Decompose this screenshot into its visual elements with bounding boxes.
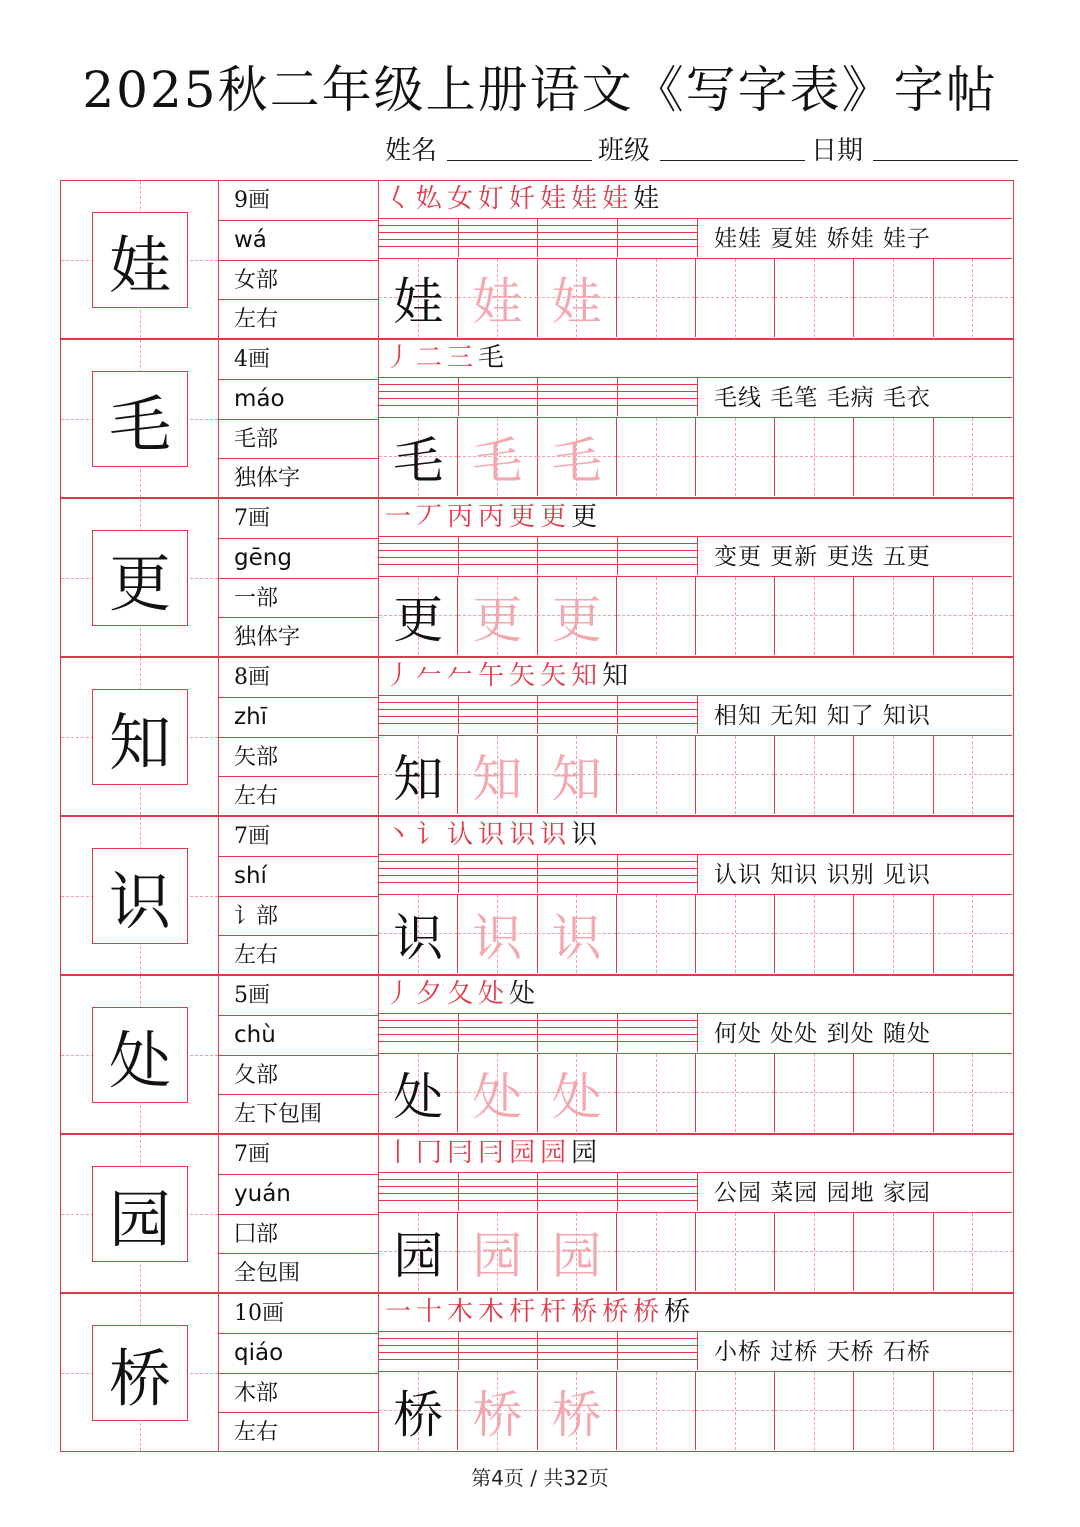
pinyin-lines: [379, 1332, 1012, 1372]
trace-character: 园: [551, 1227, 602, 1285]
writing-cell[interactable]: [696, 259, 775, 337]
example-words: 相知 无知 知了 知识: [697, 696, 1012, 734]
writing-cell[interactable]: [379, 577, 458, 655]
stroke-step: 桥: [633, 1297, 660, 1327]
writing-cell[interactable]: [933, 1372, 1012, 1450]
character-info: [219, 180, 378, 339]
stroke-step: 娃: [633, 184, 660, 214]
radical: 女部: [219, 261, 378, 301]
pinyin: wá: [219, 221, 378, 261]
structure: 左下包围: [234, 1102, 323, 1128]
stroke-count: 7画: [219, 499, 378, 539]
stroke-order: [379, 181, 1012, 219]
writing-cell[interactable]: [617, 736, 696, 814]
character-info: [219, 498, 378, 657]
date-label: 日期: [811, 136, 864, 166]
writing-cell[interactable]: [537, 577, 616, 655]
example-words: 何处 处处 到处 随处: [697, 1014, 1012, 1052]
pinyin-lines: [379, 855, 1012, 895]
writing-cell[interactable]: [537, 1372, 616, 1450]
trace-character: 毛: [551, 432, 602, 490]
writing-cell[interactable]: [379, 895, 458, 973]
stroke-step: 丿: [385, 343, 412, 373]
stroke-step: 园: [571, 1138, 598, 1168]
trace-character: 知: [472, 750, 523, 808]
stroke-step: 丿: [385, 661, 412, 691]
writing-cell[interactable]: [854, 1372, 933, 1450]
stroke-step: 更: [571, 502, 598, 532]
stroke-count: 10画: [219, 1294, 378, 1334]
writing-cell[interactable]: [458, 1054, 537, 1132]
stroke-step: 识: [540, 820, 567, 850]
writing-cell[interactable]: [617, 259, 696, 337]
structure: 独体字: [234, 625, 301, 651]
writing-cell[interactable]: [854, 577, 933, 655]
model-character: 更: [108, 546, 171, 620]
practice-area: [378, 975, 1014, 1134]
character-row: [60, 180, 1014, 339]
writing-cell[interactable]: [775, 1213, 854, 1291]
writing-cell[interactable]: [458, 1213, 537, 1291]
trace-character: 知: [551, 750, 602, 808]
trace-character: 识: [551, 909, 602, 967]
pinyin-lines: [379, 378, 1012, 418]
writing-cell[interactable]: [458, 736, 537, 814]
stroke-step: 识: [571, 820, 598, 850]
model-character-box: [60, 975, 219, 1134]
pinyin-lines: [379, 537, 1012, 577]
practice-area: [378, 1134, 1014, 1293]
stroke-step: 十: [416, 1297, 443, 1327]
date-blank[interactable]: [873, 160, 1018, 161]
writing-cell[interactable]: [775, 577, 854, 655]
pinyin-lines: [379, 219, 1012, 259]
character-row: [60, 339, 1014, 498]
writing-cell[interactable]: [617, 418, 696, 496]
character-row: [60, 975, 1014, 1134]
practice-area: [378, 657, 1014, 816]
writing-cell[interactable]: [696, 418, 775, 496]
class-label: 班级: [598, 136, 651, 166]
writing-cell[interactable]: [537, 418, 616, 496]
character-info: [219, 339, 378, 498]
writing-cell[interactable]: [775, 895, 854, 973]
writing-cell[interactable]: [933, 1213, 1012, 1291]
model-character-box: [60, 816, 219, 975]
name-label: 姓名: [385, 136, 438, 166]
writing-cell[interactable]: [617, 1213, 696, 1291]
stroke-step: 矢: [540, 661, 567, 691]
stroke-step: 女: [447, 184, 474, 214]
writing-grid: [379, 259, 1012, 337]
model-character: 娃: [108, 228, 171, 302]
stroke-step: 冃: [447, 1138, 474, 1168]
stroke-step: 冂: [416, 1138, 443, 1168]
stroke-step: 桥: [571, 1297, 598, 1327]
radical: 囗部: [219, 1215, 378, 1255]
writing-cell[interactable]: [854, 895, 933, 973]
writing-cell[interactable]: [696, 1372, 775, 1450]
stroke-step: 夕: [416, 979, 443, 1009]
stroke-step: 木: [478, 1297, 505, 1327]
trace-character: 娃: [472, 273, 523, 331]
writing-cell[interactable]: [696, 1054, 775, 1132]
writing-cell[interactable]: [854, 1213, 933, 1291]
trace-character: 更: [472, 591, 523, 649]
structure: 独体字: [234, 466, 301, 492]
character-row: [60, 657, 1014, 816]
character-info: [219, 657, 378, 816]
stroke-step: 午: [478, 661, 505, 691]
structure: 全包围: [234, 1261, 301, 1287]
writing-cell[interactable]: [379, 259, 458, 337]
writing-cell[interactable]: [379, 1372, 458, 1450]
pinyin-lines: [379, 696, 1012, 736]
stroke-step: 奵: [478, 184, 505, 214]
character-info: [219, 1293, 378, 1452]
writing-cell[interactable]: [379, 1213, 458, 1291]
stroke-step: 娃: [571, 184, 598, 214]
writing-cell[interactable]: [617, 895, 696, 973]
writing-cell[interactable]: [696, 577, 775, 655]
stroke-step: 二: [416, 343, 443, 373]
page-number: 第4页 / 共32页: [471, 1466, 609, 1490]
stroke-step: 丿: [385, 979, 412, 1009]
stroke-count: 5画: [219, 976, 378, 1016]
stroke-step: 处: [478, 979, 505, 1009]
writing-cell[interactable]: [537, 736, 616, 814]
trace-character: 处: [393, 1068, 444, 1126]
character-row: [60, 498, 1014, 657]
model-character: 园: [108, 1182, 171, 1256]
trace-character: 处: [472, 1068, 523, 1126]
stroke-order: [379, 499, 1012, 537]
pinyin: yuán: [219, 1175, 378, 1215]
writing-cell[interactable]: [458, 259, 537, 337]
practice-area: [378, 1293, 1014, 1452]
trace-character: 园: [472, 1227, 523, 1285]
stroke-step: 更: [540, 502, 567, 532]
pinyin: gēng: [219, 539, 378, 579]
example-words: 小桥 过桥 天桥 石桥: [697, 1332, 1012, 1370]
stroke-step: 一: [385, 1297, 412, 1327]
stroke-count: 4画: [219, 340, 378, 380]
writing-grid: [379, 1372, 1012, 1450]
stroke-step: 处: [509, 979, 536, 1009]
stroke-step: 𡿨: [385, 184, 412, 214]
trace-character: 娃: [551, 273, 602, 331]
stroke-step: 更: [509, 502, 536, 532]
pinyin: chù: [219, 1016, 378, 1056]
trace-character: 桥: [393, 1386, 444, 1444]
radical: 夂部: [219, 1056, 378, 1096]
writing-cell[interactable]: [854, 1054, 933, 1132]
stroke-step: 冃: [478, 1138, 505, 1168]
writing-cell[interactable]: [933, 736, 1012, 814]
pinyin-lines: [379, 1014, 1012, 1054]
writing-cell[interactable]: [379, 736, 458, 814]
model-character-box: [60, 498, 219, 657]
stroke-step: 丨: [385, 1138, 412, 1168]
stroke-order: [379, 1294, 1012, 1332]
model-character: 毛: [108, 387, 171, 461]
writing-cell[interactable]: [775, 1372, 854, 1450]
character-info: [219, 975, 378, 1134]
example-words: 娃娃 夏娃 娇娃 娃子: [697, 219, 1012, 257]
writing-cell[interactable]: [458, 577, 537, 655]
student-info: [385, 130, 1025, 164]
stroke-step: 娃: [602, 184, 629, 214]
model-character-box: [60, 657, 219, 816]
writing-cell[interactable]: [458, 418, 537, 496]
practice-area: [378, 498, 1014, 657]
practice-area: [378, 816, 1014, 975]
radical: 一部: [219, 579, 378, 619]
page-title: 2025秋二年级上册语文《写字表》字帖: [82, 61, 998, 119]
writing-cell[interactable]: [854, 736, 933, 814]
writing-cell[interactable]: [775, 259, 854, 337]
radical: 毛部: [219, 420, 378, 460]
example-words: 毛线 毛笔 毛病 毛衣: [697, 378, 1012, 416]
practice-sheet: [60, 180, 1014, 1452]
stroke-step: 三: [447, 343, 474, 373]
radical: 木部: [219, 1374, 378, 1414]
writing-cell[interactable]: [696, 1213, 775, 1291]
stroke-count: 7画: [219, 817, 378, 857]
writing-cell[interactable]: [617, 577, 696, 655]
writing-cell[interactable]: [696, 736, 775, 814]
stroke-step: 奷: [509, 184, 536, 214]
writing-cell[interactable]: [933, 577, 1012, 655]
writing-grid: [379, 1054, 1012, 1132]
radical: 讠部: [219, 897, 378, 937]
practice-area: [378, 339, 1014, 498]
pinyin: qiáo: [219, 1334, 378, 1374]
stroke-step: 识: [478, 820, 505, 850]
stroke-order: [379, 340, 1012, 378]
writing-cell[interactable]: [617, 1372, 696, 1450]
practice-area: [378, 180, 1014, 339]
structure: 左右: [234, 1420, 279, 1446]
model-character-box: [60, 339, 219, 498]
trace-character: 知: [393, 750, 444, 808]
model-character: 处: [108, 1023, 171, 1097]
writing-cell[interactable]: [458, 895, 537, 973]
stroke-step: 识: [509, 820, 536, 850]
writing-cell[interactable]: [537, 1054, 616, 1132]
writing-cell[interactable]: [854, 259, 933, 337]
class-blank[interactable]: [660, 160, 805, 161]
stroke-count: 9画: [219, 181, 378, 221]
writing-grid: [379, 895, 1012, 973]
writing-cell[interactable]: [379, 1054, 458, 1132]
writing-cell[interactable]: [933, 259, 1012, 337]
trace-character: 识: [393, 909, 444, 967]
trace-character: 毛: [393, 432, 444, 490]
structure: 左右: [234, 943, 279, 969]
writing-cell[interactable]: [537, 1213, 616, 1291]
stroke-step: 𡚸: [416, 184, 443, 214]
stroke-step: 𠂉: [416, 661, 443, 691]
character-row: [60, 1293, 1014, 1452]
trace-character: 园: [393, 1227, 444, 1285]
stroke-step: 夂: [447, 979, 474, 1009]
character-row: [60, 816, 1014, 975]
stroke-order: [379, 817, 1012, 855]
writing-cell[interactable]: [775, 1054, 854, 1132]
trace-character: 处: [551, 1068, 602, 1126]
writing-cell[interactable]: [933, 1054, 1012, 1132]
writing-grid: [379, 1213, 1012, 1291]
stroke-step: 讠: [416, 820, 443, 850]
trace-character: 毛: [472, 432, 523, 490]
trace-character: 更: [551, 591, 602, 649]
stroke-step: 丶: [385, 820, 412, 850]
model-character-box: [60, 1293, 219, 1452]
model-character: 桥: [108, 1341, 171, 1415]
writing-cell[interactable]: [458, 1372, 537, 1450]
stroke-order: [379, 1135, 1012, 1173]
character-info: [219, 1134, 378, 1293]
stroke-step: 杆: [509, 1297, 536, 1327]
example-words: 认识 知识 识别 见识: [697, 855, 1012, 893]
character-info: [219, 816, 378, 975]
structure: 左右: [234, 784, 279, 810]
stroke-step: 杆: [540, 1297, 567, 1327]
stroke-step: 矢: [509, 661, 536, 691]
model-character-box: [60, 180, 219, 339]
stroke-step: 𠂉: [447, 661, 474, 691]
stroke-step: 毛: [478, 343, 505, 373]
pinyin-lines: [379, 1173, 1012, 1213]
writing-cell[interactable]: [933, 895, 1012, 973]
pinyin: zhī: [219, 698, 378, 738]
stroke-step: 娃: [540, 184, 567, 214]
stroke-step: 丆: [416, 502, 443, 532]
writing-cell[interactable]: [696, 895, 775, 973]
trace-character: 娃: [393, 273, 444, 331]
writing-cell[interactable]: [775, 418, 854, 496]
radical: 矢部: [219, 738, 378, 778]
trace-character: 更: [393, 591, 444, 649]
writing-cell[interactable]: [933, 418, 1012, 496]
structure: 左右: [234, 307, 279, 333]
writing-cell[interactable]: [617, 1054, 696, 1132]
stroke-step: 知: [602, 661, 629, 691]
writing-grid: [379, 418, 1012, 496]
stroke-step: 园: [540, 1138, 567, 1168]
trace-character: 识: [472, 909, 523, 967]
writing-cell[interactable]: [379, 418, 458, 496]
example-words: 公园 菜园 园地 家园: [697, 1173, 1012, 1211]
character-row: [60, 1134, 1014, 1293]
stroke-step: 丙: [447, 502, 474, 532]
stroke-step: 桥: [664, 1297, 691, 1327]
model-character: 识: [108, 864, 171, 938]
stroke-count: 7画: [219, 1135, 378, 1175]
stroke-step: 知: [571, 661, 598, 691]
writing-cell[interactable]: [775, 736, 854, 814]
trace-character: 桥: [472, 1386, 523, 1444]
model-character: 知: [108, 705, 171, 779]
stroke-order: [379, 976, 1012, 1014]
example-words: 变更 更新 更迭 五更: [697, 537, 1012, 575]
stroke-count: 8画: [219, 658, 378, 698]
stroke-order: [379, 658, 1012, 696]
writing-grid: [379, 736, 1012, 814]
stroke-step: 木: [447, 1297, 474, 1327]
writing-cell[interactable]: [537, 259, 616, 337]
stroke-step: 园: [509, 1138, 536, 1168]
stroke-step: 一: [385, 502, 412, 532]
pinyin: máo: [219, 380, 378, 420]
trace-character: 桥: [551, 1386, 602, 1444]
stroke-step: 认: [447, 820, 474, 850]
name-blank[interactable]: [447, 160, 592, 161]
writing-grid: [379, 577, 1012, 655]
model-character-box: [60, 1134, 219, 1293]
writing-cell[interactable]: [537, 895, 616, 973]
stroke-step: 丙: [478, 502, 505, 532]
pinyin: shí: [219, 857, 378, 897]
stroke-step: 桥: [602, 1297, 629, 1327]
writing-cell[interactable]: [854, 418, 933, 496]
